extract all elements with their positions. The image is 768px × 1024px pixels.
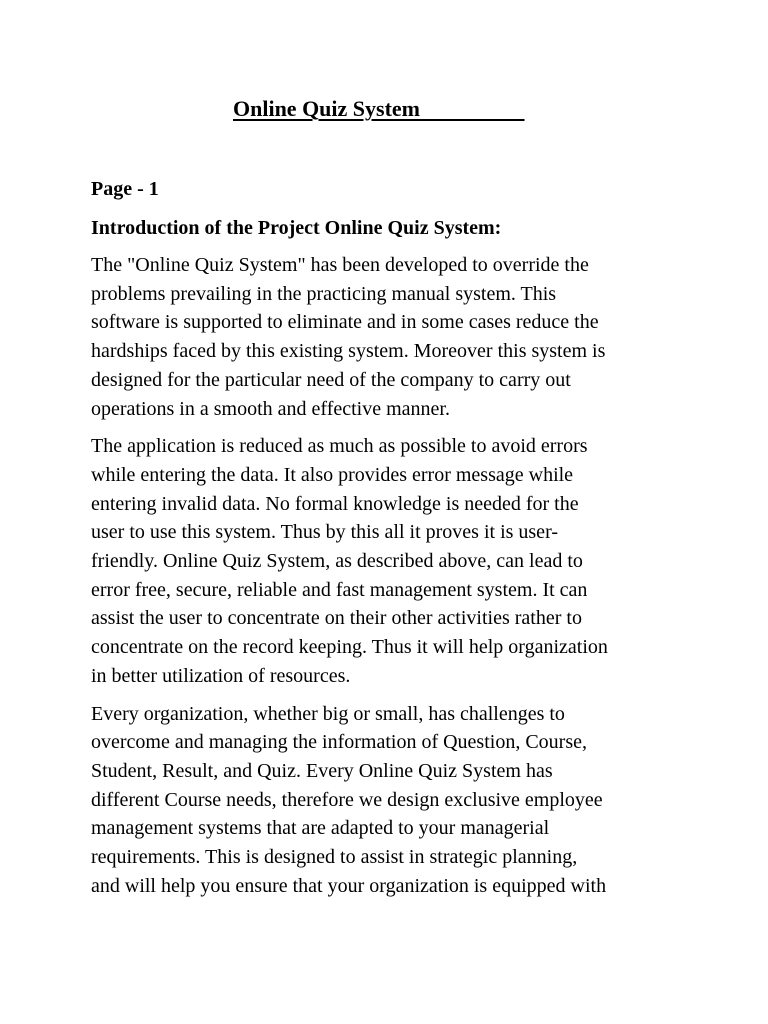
paragraph-line: user to use this system. Thus by this all it proves it is user- [91,521,558,544]
paragraph-line: overcome and managing the information of Question, Course, [91,731,587,754]
paragraph-line: and will help you ensure that your organization is equipped with [91,874,607,897]
paragraph-line: Every organization, whether big or small, has challenges to [91,702,565,725]
paragraph-line: friendly. Online Quiz System, as described above, can lead to [91,550,583,573]
document-body [91,175,691,909]
paragraph-line: hardships faced by this existing system. Moreover this system is [91,340,606,363]
section-heading: Introduction of the Project Online Quiz System: [91,217,502,239]
paragraph-3 [91,700,691,901]
paragraph-line: problems prevailing in the practicing manual system. This [91,282,557,305]
page-number-label: Page - 1 [91,178,159,200]
paragraph-line: The "Online Quiz System" has been developed to override the [91,254,589,276]
paragraph-line: requirements. This is designed to assist in strategic planning, [91,846,578,869]
paragraph-line: software is supported to eliminate and in some cases reduce the [91,311,599,334]
paragraph-line: while entering the data. It also provides error message while [91,463,574,486]
document-title: Online Quiz System [233,96,525,121]
paragraph-line: management systems that are adapted to your managerial [91,817,550,840]
paragraph-line: operations in a smooth and effective manner. [91,397,450,420]
paragraph-1 [91,251,691,423]
paragraph-line: entering invalid data. No formal knowledge is needed for the [91,492,579,515]
paragraph-2 [91,432,691,690]
paragraph-line: concentrate on the record keeping. Thus it will help organization [91,636,608,659]
paragraph-line: The application is reduced as much as possible to avoid errors [91,435,588,458]
paragraph-line: error free, secure, reliable and fast management system. It can [91,578,588,601]
paragraph-line: designed for the particular need of the company to carry out [91,368,571,391]
paragraph-line: assist the user to concentrate on their other activities rather to [91,607,582,630]
paragraph-line: Student, Result, and Quiz. Every Online Quiz System has [91,759,553,782]
paragraph-line: in better utilization of resources. [91,664,351,687]
paragraph-line: different Course needs, therefore we design exclusive employee [91,788,603,811]
